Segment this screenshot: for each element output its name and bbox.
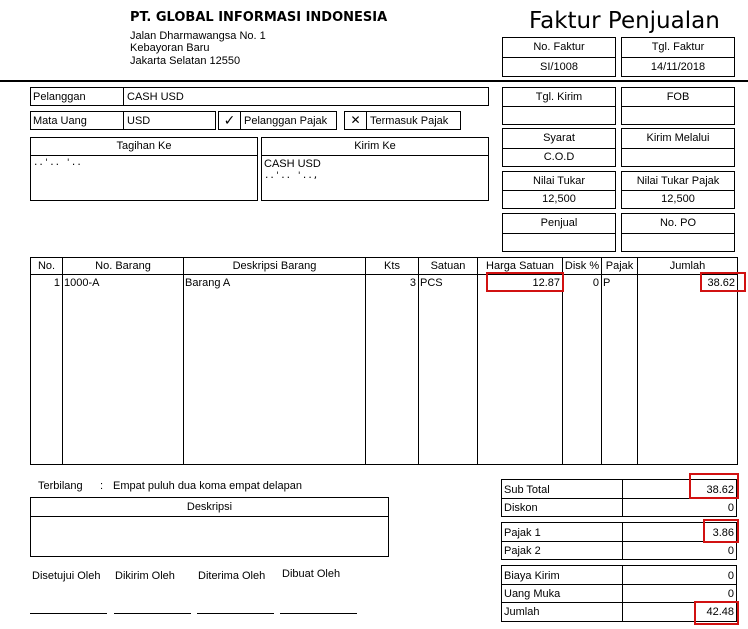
uang-muka-label: Uang Muka	[504, 588, 561, 600]
pajak2-label: Pajak 2	[504, 545, 541, 557]
pajak1-label: Pajak 1	[504, 527, 541, 539]
cell-disk: 0	[592, 277, 599, 289]
company-name: PT. GLOBAL INFORMASI INDONESIA	[130, 10, 388, 25]
cell-no: 1	[53, 277, 60, 289]
terbilang-label: Terbilang	[38, 480, 83, 492]
penjual-label: Penjual	[540, 217, 578, 229]
tgl-faktur-box	[621, 37, 735, 77]
pajak1-value: 3.86	[712, 527, 734, 539]
jumlah-value: 42.48	[706, 606, 734, 618]
cell-harga: 12.87	[532, 277, 560, 289]
kirim-ke-name: CASH USD	[264, 158, 321, 170]
pajak2-value: 0	[727, 545, 734, 557]
mata-uang-box	[30, 111, 216, 130]
kirim-ke-box	[261, 137, 489, 201]
penjual-box	[502, 213, 616, 252]
tgl-faktur-label: Tgl. Faktur	[651, 41, 705, 53]
kirim-ke-label: Kirim Ke	[354, 140, 396, 152]
kirim-ke-value: ..'.. '..,	[264, 171, 319, 181]
tgl-kirim-label: Tgl. Kirim	[535, 91, 583, 103]
tagihan-ke-value: ..'.. '..	[33, 158, 82, 168]
sig-diterima-line	[197, 613, 274, 614]
no-faktur-value: SI/1008	[540, 61, 578, 73]
syarat-box	[502, 128, 616, 167]
no-faktur-box	[502, 37, 616, 77]
biaya-kirim-value: 0	[727, 570, 734, 582]
cell-no-barang: 1000-A	[64, 277, 100, 289]
sig-diterima-label: Diterima Oleh	[198, 570, 266, 582]
company-address-line2: Kebayoran Baru	[130, 42, 210, 54]
highlight-pajak1	[703, 519, 739, 543]
cell-satuan: PCS	[420, 277, 443, 289]
header-separator	[0, 80, 748, 82]
cell-kts: 3	[409, 277, 416, 289]
table-row	[31, 275, 737, 291]
termasuk-pajak-checkbox[interactable]	[344, 111, 461, 130]
uang-muka-value: 0	[727, 588, 734, 600]
highlight-jumlah-total	[694, 601, 739, 625]
sig-disetujui-label: Disetujui Oleh	[32, 570, 101, 582]
cell-deskripsi: Barang A	[185, 277, 231, 289]
nilai-tukar-label: Nilai Tukar	[533, 175, 585, 187]
no-faktur-label: No. Faktur	[533, 41, 585, 53]
sig-dibuat-line	[280, 613, 357, 614]
sig-disetujui-line	[30, 613, 107, 614]
pelanggan-box	[30, 87, 489, 106]
pelanggan-label: Pelanggan	[33, 91, 86, 103]
syarat-label: Syarat	[543, 132, 575, 144]
tgl-kirim-box	[502, 87, 616, 125]
nilai-tukar-box	[502, 171, 616, 209]
sub-total-value: 38.62	[706, 484, 734, 496]
col-header-disk: Disk %	[564, 260, 600, 272]
col-header-pajak: Pajak	[605, 260, 634, 272]
jumlah-label: Jumlah	[504, 606, 540, 618]
sig-dibuat-label: Dibuat Oleh	[282, 568, 341, 580]
nilai-tukar-pajak-label: Nilai Tukar Pajak	[636, 175, 720, 187]
col-header-harga: Harga Satuan	[486, 260, 554, 272]
company-address-line1: Jalan Dharmawangsa No. 1	[130, 30, 266, 42]
terbilang-value: Empat puluh dua koma empat delapan	[113, 480, 302, 492]
deskripsi-box	[30, 497, 389, 557]
col-header-jumlah: Jumlah	[669, 260, 706, 272]
col-header-no-barang: No. Barang	[95, 260, 151, 272]
document-title: Faktur Penjualan	[529, 8, 720, 34]
cross-icon: ✕	[350, 113, 361, 127]
deskripsi-label: Deskripsi	[186, 501, 233, 513]
company-address-line3: Jakarta Selatan 12550	[130, 55, 241, 67]
tgl-faktur-value: 14/11/2018	[650, 61, 706, 73]
no-po-label: No. PO	[659, 217, 697, 229]
biaya-kirim-label: Biaya Kirim	[504, 570, 560, 582]
tagihan-ke-box	[30, 137, 258, 201]
sub-total-label: Sub Total	[504, 484, 550, 496]
col-header-no: No.	[37, 260, 56, 272]
pelanggan-pajak-checkbox[interactable]	[218, 111, 337, 130]
checkmark-icon: ✓	[223, 112, 236, 128]
kirim-melalui-box	[621, 128, 735, 167]
col-header-kts: Kts	[384, 260, 400, 272]
fob-box	[621, 87, 735, 125]
col-header-deskripsi: Deskripsi Barang	[232, 260, 317, 272]
terbilang-colon: :	[100, 480, 104, 492]
kirim-melalui-label: Kirim Melalui	[646, 132, 710, 144]
pelanggan-value: CASH USD	[127, 91, 184, 103]
diskon-label: Diskon	[504, 502, 538, 514]
termasuk-pajak-label: Termasuk Pajak	[370, 115, 449, 127]
sig-dikirim-line	[114, 613, 191, 614]
items-table	[30, 257, 738, 465]
col-header-satuan: Satuan	[430, 260, 466, 272]
mata-uang-value: USD	[127, 115, 151, 127]
sig-dikirim-label: Dikirim Oleh	[115, 570, 175, 582]
cell-jumlah: 38.62	[707, 277, 735, 289]
pelanggan-pajak-label: Pelanggan Pajak	[244, 115, 328, 127]
mata-uang-label: Mata Uang	[33, 115, 87, 127]
highlight-harga	[486, 272, 564, 292]
tagihan-ke-label: Tagihan Ke	[116, 140, 172, 152]
diskon-value: 0	[727, 502, 734, 514]
cell-pajak: P	[603, 277, 611, 289]
fob-label: FOB	[666, 91, 690, 103]
nilai-tukar-value: 12,500	[542, 193, 576, 205]
highlight-sub-total	[689, 473, 739, 499]
totals-group-pajak	[501, 522, 737, 560]
nilai-tukar-pajak-value: 12,500	[661, 193, 695, 205]
nilai-tukar-pajak-box	[621, 171, 735, 209]
syarat-value: C.O.D	[543, 151, 575, 163]
highlight-jumlah-row	[700, 272, 746, 292]
no-po-box	[621, 213, 735, 252]
